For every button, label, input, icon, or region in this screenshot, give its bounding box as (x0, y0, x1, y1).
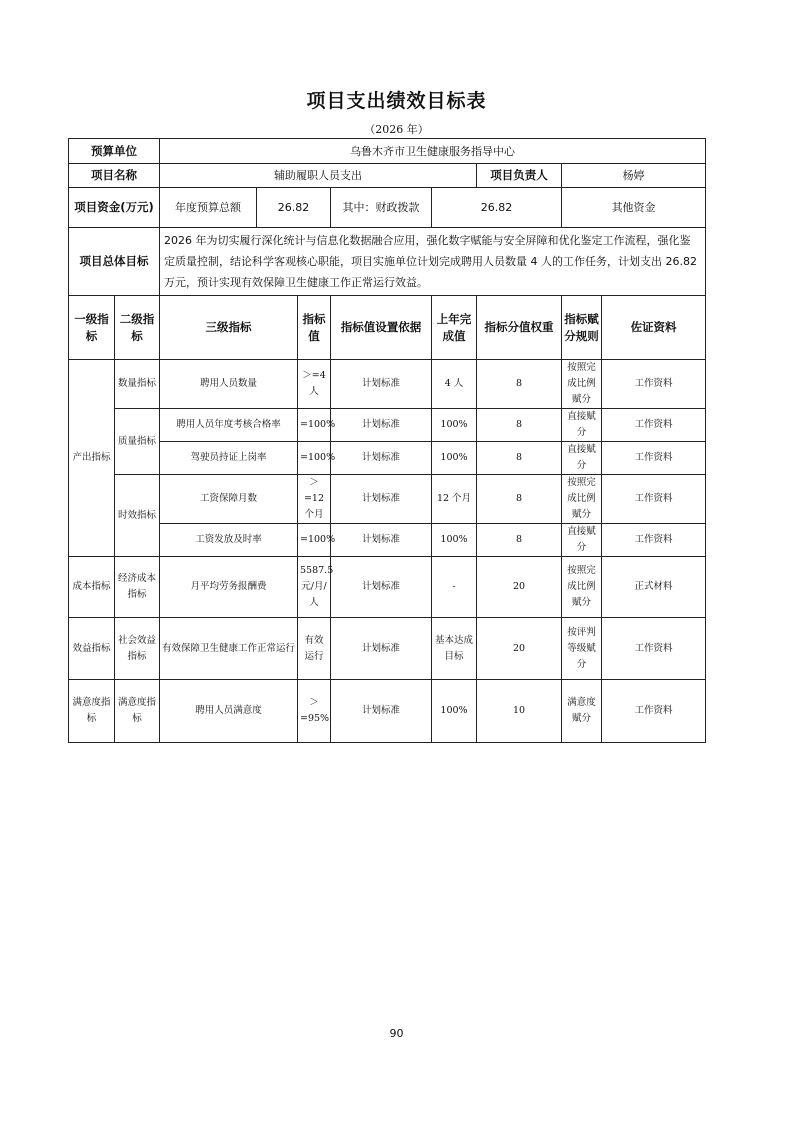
weight-cell: 8 (477, 524, 562, 557)
project-name-label: 项目名称 (69, 164, 160, 188)
target-value-cell: 5587.5元/月/人 (298, 557, 331, 618)
header-weight: 指标分值权重 (477, 296, 562, 360)
year-label: （2026 年） (364, 123, 429, 136)
indicator-cell: 工资发放及时率 (160, 524, 298, 557)
performance-table (68, 138, 706, 743)
rule-cell: 满意度赋分 (562, 680, 602, 743)
basis-cell: 计划标准 (331, 409, 432, 442)
target-value-cell: =100% (298, 442, 331, 475)
evidence-cell: 工作资料 (602, 524, 706, 557)
project-leader-label: 项目负责人 (477, 164, 562, 188)
table-row (69, 360, 706, 409)
budget-unit-label: 预算单位 (69, 139, 160, 164)
target-value-cell: =100% (298, 409, 331, 442)
target-value-cell: ＞=12个月 (298, 475, 331, 524)
header-level1: 一级指标 (69, 296, 115, 360)
indicator-cell: 聘用人员数量 (160, 360, 298, 409)
evidence-cell: 正式材料 (602, 557, 706, 618)
overall-goal-text: 2026 年为切实履行深化统计与信息化数据融合应用，强化数字赋能与安全屏障和优化鉴定工作流程，强化鉴定质量控制，结论科学客观核心职能，项目实施单位计划完成聘用人员数量 4 人的工作任务，计划支出 26.82 万元，预计实现有效保障卫生健康工作正常运行效益。 (160, 228, 706, 296)
last-year-cell: 12 个月 (432, 475, 477, 524)
group-benefit: 效益指标 (69, 618, 115, 680)
weight-cell: 10 (477, 680, 562, 743)
header-rule: 指标赋分规则 (562, 296, 602, 360)
fiscal-allocation-label: 其中：财政拨款 (331, 188, 432, 228)
evidence-cell: 工作资料 (602, 360, 706, 409)
indicator-cell: 月平均劳务报酬费 (160, 557, 298, 618)
basis-cell: 计划标准 (331, 524, 432, 557)
project-name-value: 辅助履职人员支出 (160, 164, 477, 188)
evidence-cell: 工作资料 (602, 475, 706, 524)
rule-cell: 按照完成比例赋分 (562, 557, 602, 618)
evidence-cell: 工作资料 (602, 442, 706, 475)
basis-cell: 计划标准 (331, 475, 432, 524)
group-quality: 质量指标 (115, 409, 160, 475)
last-year-cell: 基本达成目标 (432, 618, 477, 680)
basis-cell: 计划标准 (331, 360, 432, 409)
last-year-cell: - (432, 557, 477, 618)
table-row (69, 557, 706, 618)
group-timeliness: 时效指标 (115, 475, 160, 557)
weight-cell: 8 (477, 475, 562, 524)
target-value-cell: =100% (298, 524, 331, 557)
fiscal-allocation-value: 26.82 (432, 188, 562, 228)
last-year-cell: 100% (432, 680, 477, 743)
table-row (69, 680, 706, 743)
rule-cell: 直接赋分 (562, 409, 602, 442)
header-basis: 指标值设置依据 (331, 296, 432, 360)
weight-cell: 20 (477, 618, 562, 680)
group-economic-cost: 经济成本指标 (115, 557, 160, 618)
header-evidence: 佐证资料 (602, 296, 706, 360)
group-satisfaction-sub: 满意度指标 (115, 680, 160, 743)
budget-unit-row (69, 139, 706, 164)
basis-cell: 计划标准 (331, 557, 432, 618)
header-last-year: 上年完成值 (432, 296, 477, 360)
indicator-cell: 有效保障卫生健康工作正常运行 (160, 618, 298, 680)
last-year-cell: 100% (432, 409, 477, 442)
group-cost: 成本指标 (69, 557, 115, 618)
rule-cell: 直接赋分 (562, 524, 602, 557)
overall-goal-row (69, 228, 706, 296)
basis-cell: 计划标准 (331, 618, 432, 680)
basis-cell: 计划标准 (331, 442, 432, 475)
column-header-row (69, 296, 706, 360)
table-row (69, 442, 706, 475)
weight-cell: 8 (477, 442, 562, 475)
annual-budget-label: 年度预算总额 (160, 188, 257, 228)
header-level3: 三级指标 (160, 296, 298, 360)
table-row (69, 409, 706, 442)
evidence-cell: 工作资料 (602, 409, 706, 442)
indicator-cell: 聘用人员年度考核合格率 (160, 409, 298, 442)
indicator-cell: 聘用人员满意度 (160, 680, 298, 743)
table-row (69, 475, 706, 524)
page-title: 项目支出绩效目标表 (306, 90, 487, 112)
target-value-cell: 有效运行 (298, 618, 331, 680)
overall-goal-label: 项目总体目标 (69, 228, 160, 296)
evidence-cell: 工作资料 (602, 618, 706, 680)
evidence-cell: 工作资料 (602, 680, 706, 743)
last-year-cell: 4 人 (432, 360, 477, 409)
target-value-cell: ＞=95% (298, 680, 331, 743)
project-leader-value: 杨婷 (562, 164, 706, 188)
other-funds-label: 其他资金 (562, 188, 706, 228)
annual-budget-value: 26.82 (257, 188, 331, 228)
header-value: 指标值 (298, 296, 331, 360)
table-row (69, 618, 706, 680)
budget-unit-value: 乌鲁木齐市卫生健康服务指导中心 (160, 139, 706, 164)
project-funds-label: 项目资金(万元) (69, 188, 160, 228)
rule-cell: 按照完成比例赋分 (562, 360, 602, 409)
target-value-cell: ＞=4人 (298, 360, 331, 409)
group-quantity: 数量指标 (115, 360, 160, 409)
weight-cell: 8 (477, 360, 562, 409)
group-satisfaction: 满意度指标 (69, 680, 115, 743)
project-name-row (69, 164, 706, 188)
basis-cell: 计划标准 (331, 680, 432, 743)
weight-cell: 8 (477, 409, 562, 442)
weight-cell: 20 (477, 557, 562, 618)
indicator-cell: 驾驶员持证上岗率 (160, 442, 298, 475)
group-social-benefit: 社会效益指标 (115, 618, 160, 680)
page-number: 90 (389, 1027, 404, 1040)
last-year-cell: 100% (432, 524, 477, 557)
indicator-cell: 工资保障月数 (160, 475, 298, 524)
rule-cell: 按照完成比例赋分 (562, 475, 602, 524)
rule-cell: 直接赋分 (562, 442, 602, 475)
group-output: 产出指标 (69, 360, 115, 557)
project-funds-row (69, 188, 706, 228)
rule-cell: 按评判等级赋分 (562, 618, 602, 680)
header-level2: 二级指标 (115, 296, 160, 360)
last-year-cell: 100% (432, 442, 477, 475)
table-row (69, 524, 706, 557)
